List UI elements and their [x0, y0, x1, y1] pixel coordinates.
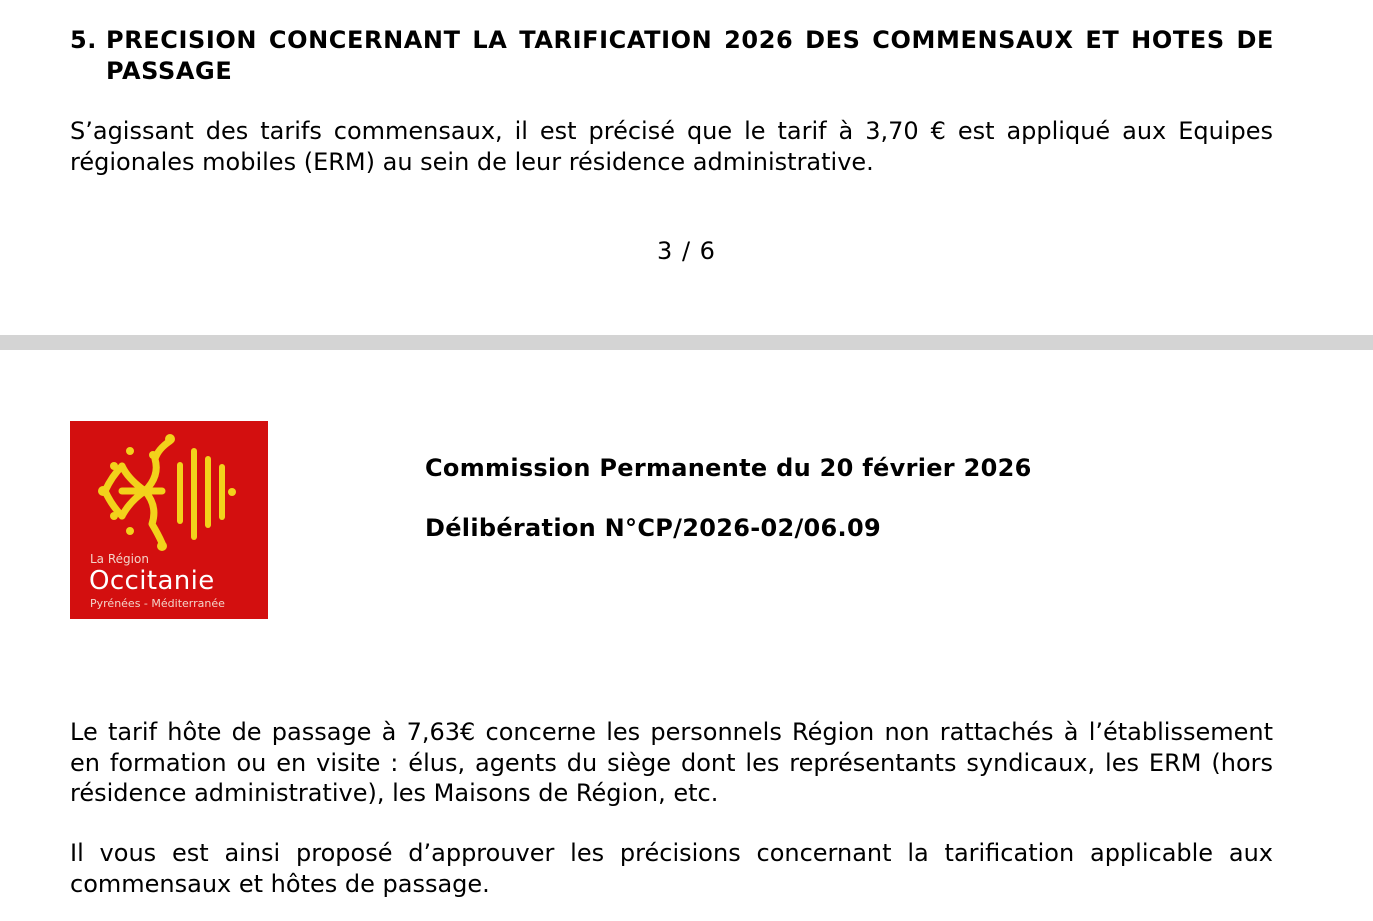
section-number: 5.	[70, 26, 98, 54]
logo-text-occitanie: Occitanie	[89, 566, 215, 596]
commission-line: Commission Permanente du 20 février 2026	[425, 454, 1032, 482]
section-heading	[70, 25, 1274, 87]
section-title: PRECISION CONCERNANT LA TARIFICATION 2026 DES COMMENSAUX ET HOTES DE PASSAGE	[106, 26, 1274, 85]
deliberation-line: Délibération N°CP/2026-02/06.09	[425, 514, 881, 542]
paragraph-proposal: Il vous est ainsi proposé d’approuver les précisions concernant la tarification applicable aux commensaux et hôtes de passage.	[70, 839, 1273, 898]
logo-text-pyrenees: Pyrénées - Méditerranée	[90, 597, 225, 610]
logo-text-la-region: La Région	[90, 552, 149, 566]
paragraph-hote-de-passage: Le tarif hôte de passage à 7,63€ concerne les personnels Région non rattachés à l’établissement en formation ou en visite : élus, agents du siège dont les représentants syndicaux, les ERM (hors résidence administrative), les Maisons de Région, etc.	[70, 718, 1273, 807]
page-separator	[0, 335, 1373, 350]
paragraph-commensaux: S’agissant des tarifs commensaux, il est précisé que le tarif à 3,70 € est appliqué aux Equipes régionales mobiles (ERM) au sein de leur résidence administrative.	[70, 117, 1273, 176]
page-number: 3 / 6	[657, 237, 716, 265]
region-occitanie-logo	[70, 421, 268, 619]
